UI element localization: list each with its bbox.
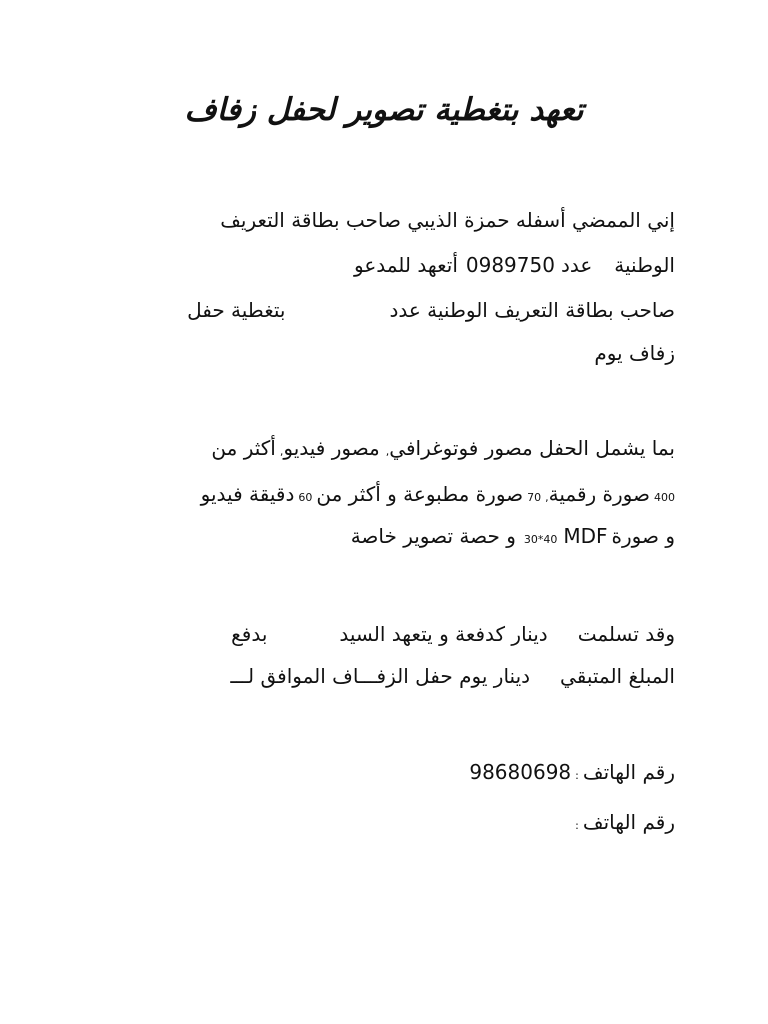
text-span: صورة مطبوعة و أكثر من [316, 482, 524, 506]
phone-section [90, 760, 675, 840]
paragraph-coverage-details [90, 436, 675, 556]
phone-number: 98680698 [469, 760, 572, 784]
text-span: , [385, 445, 390, 458]
text-span: زفاف يوم [594, 341, 675, 365]
text-span: دينار يوم حفل الزفـــاف الموافق لـــ [230, 664, 531, 688]
text-span: صاحب بطاقة التعريف الوطنية عدد [389, 298, 675, 322]
text-span: عدد [560, 253, 593, 277]
text-span: أكثر من [211, 436, 276, 460]
text-span: , [545, 491, 549, 504]
phone-label: رقم الهاتف [582, 760, 675, 784]
text-span: : [575, 819, 579, 832]
text-span: بتغطية حفل [187, 298, 286, 322]
id-number: 0989750 [465, 253, 555, 277]
paragraph-line [211, 436, 675, 460]
text-span: صورة رقمية [548, 482, 650, 506]
text-span: الوطنية [614, 253, 675, 277]
text-span: دقيقة فيديو [200, 482, 295, 506]
text-span: و حصة تصوير خاصة [350, 524, 516, 548]
photo-count: 400 [654, 491, 675, 504]
print-count: 70 [527, 491, 542, 504]
text-span: : [575, 769, 579, 782]
paragraph-line [201, 482, 675, 506]
paragraph-line [351, 524, 675, 548]
paragraph-line [354, 253, 675, 277]
phone-line-1 [469, 760, 675, 784]
paragraph-line [187, 298, 675, 322]
paragraph-payment [90, 622, 675, 702]
text-span: , [279, 445, 284, 458]
paragraph-line [594, 341, 675, 365]
text-span: بدفع [231, 622, 268, 646]
text-span: مصور فيديو [283, 436, 380, 460]
text-span: MDF [563, 524, 608, 548]
text-span: إني الممضي أسفله حمزة الذيبي صاحب بطاقة التعريف [220, 208, 675, 232]
text-span: المبلغ المتبقي [560, 664, 675, 688]
document-title: تعهد بتغطية تصوير لحفل زفاف [184, 92, 584, 128]
text-span: أتعهد للمدعو [353, 253, 458, 277]
phone-line-2 [575, 810, 675, 834]
print-size: 30*40 [523, 533, 558, 546]
video-minutes: 60 [298, 491, 313, 504]
paragraph-undertaking [90, 208, 675, 368]
paragraph-line [90, 622, 675, 646]
phone-label: رقم الهاتف [582, 810, 675, 834]
text-span: دينار كدفعة و يتعهد السيد [339, 622, 548, 646]
text-span: و صورة [611, 524, 675, 548]
paragraph-line [220, 208, 675, 232]
text-span: بما يشمل الحفل مصور فوتوغرافي [389, 436, 675, 460]
text-span: وقد تسلمت [577, 622, 675, 646]
paragraph-line [230, 664, 675, 688]
